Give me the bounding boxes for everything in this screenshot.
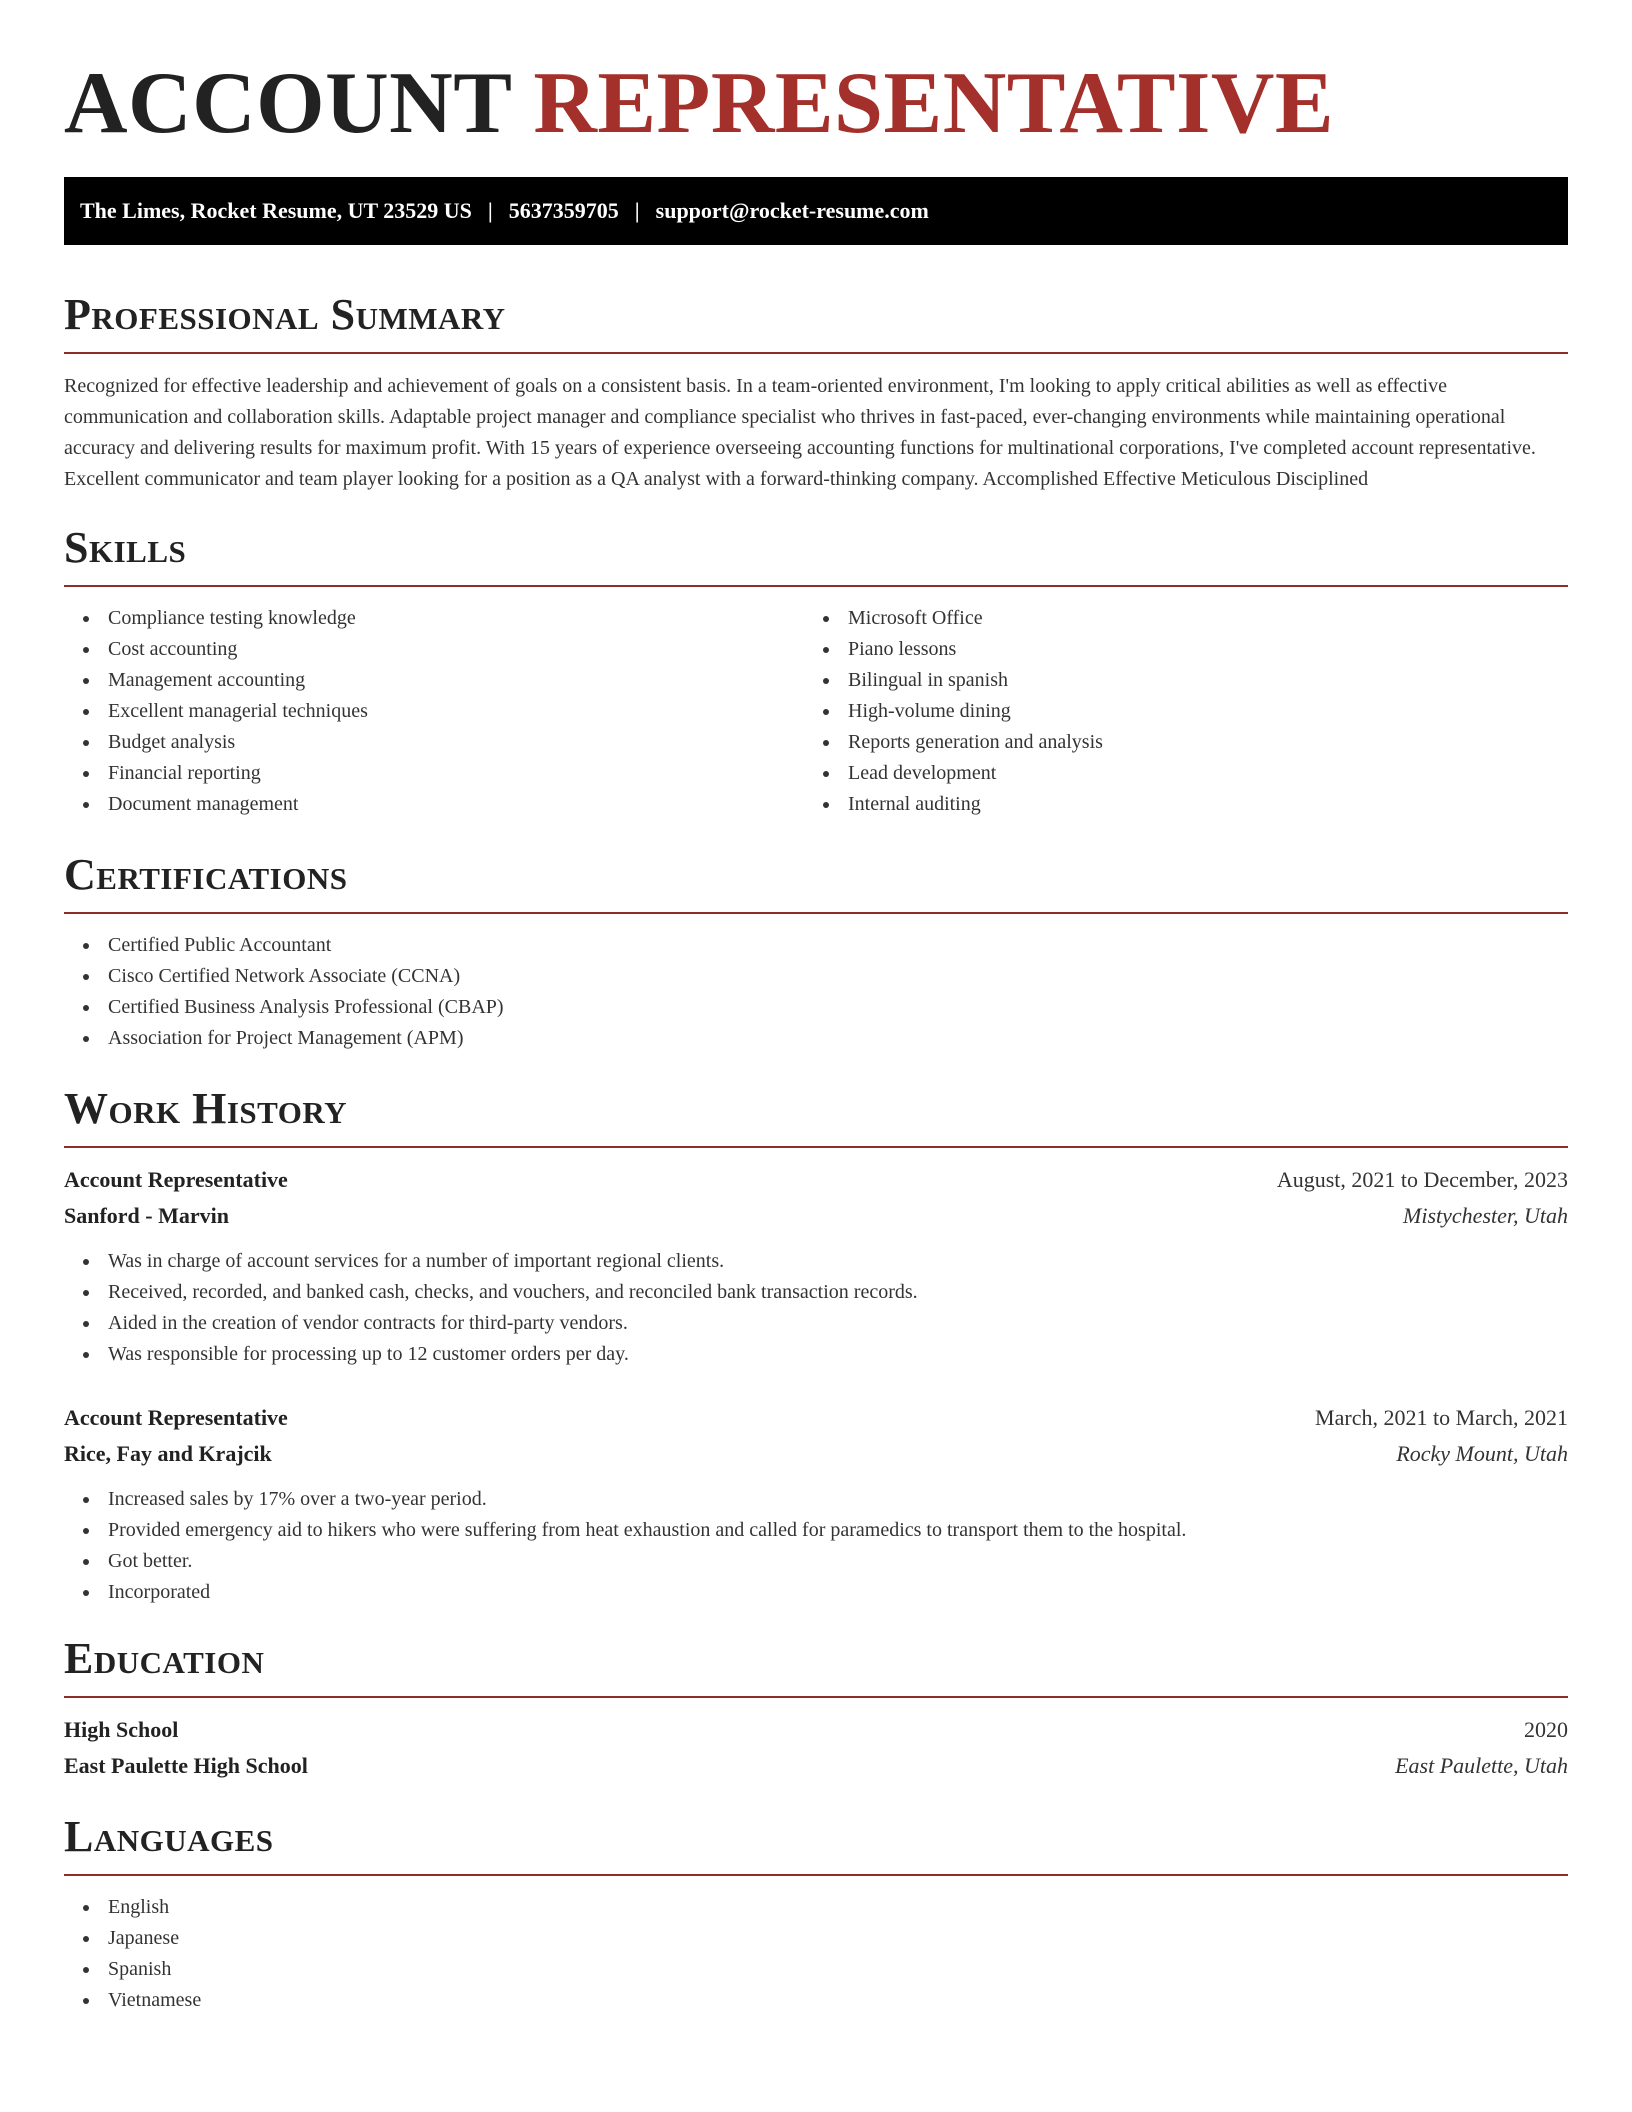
job-duty: Incorporated <box>64 1577 1568 1608</box>
skills-section <box>64 523 1568 820</box>
section-rule <box>64 1146 1568 1148</box>
language-item: Vietnamese <box>64 1985 1568 2016</box>
skill-item: Excellent managerial techniques <box>64 696 804 727</box>
skills-list-left <box>64 603 804 820</box>
contact-separator: | <box>634 198 640 223</box>
work-history-section <box>64 1084 1568 1608</box>
job-duty: Was responsible for processing up to 12 customer orders per day. <box>64 1339 1568 1370</box>
skill-item: Internal auditing <box>804 789 1544 820</box>
skill-item: Document management <box>64 789 804 820</box>
job-duty: Aided in the creation of vendor contracts for third-party vendors. <box>64 1308 1568 1339</box>
job-location: Mistychester, Utah <box>1403 1203 1568 1228</box>
section-heading: Skills <box>64 523 187 572</box>
section-heading: Languages <box>64 1812 274 1861</box>
education-location: East Paulette, Utah <box>1395 1753 1568 1778</box>
skill-item: Management accounting <box>64 665 804 696</box>
job-header-row <box>64 1162 1568 1198</box>
section-rule <box>64 1696 1568 1698</box>
languages-list <box>64 1892 1568 2016</box>
certification-item: Cisco Certified Network Associate (CCNA) <box>64 961 1568 992</box>
job-location: Rocky Mount, Utah <box>1396 1441 1568 1466</box>
job-duty: Provided emergency aid to hikers who were suffering from heat exhaustion and called for paramedics to transport them to the hospital. <box>64 1515 1568 1546</box>
job-company: Rice, Fay and Krajcik <box>64 1441 272 1466</box>
education-degree: High School <box>64 1717 179 1742</box>
skill-item: High-volume dining <box>804 696 1544 727</box>
certifications-section <box>64 850 1568 1054</box>
certifications-list <box>64 930 1568 1054</box>
job-duty: Received, recorded, and banked cash, checks, and vouchers, and reconciled bank transaction records. <box>64 1277 1568 1308</box>
skill-item: Budget analysis <box>64 727 804 758</box>
job-duty: Increased sales by 17% over a two-year period. <box>64 1484 1568 1515</box>
job-duties-list <box>64 1246 1568 1370</box>
section-rule <box>64 352 1568 354</box>
section-rule <box>64 1874 1568 1876</box>
language-item: English <box>64 1892 1568 1923</box>
education-year: 2020 <box>1524 1717 1568 1742</box>
job-company: Sanford - Marvin <box>64 1203 229 1228</box>
section-heading: Professional Summary <box>64 290 506 339</box>
languages-section <box>64 1812 1568 2016</box>
job-dates: August, 2021 to December, 2023 <box>1276 1167 1568 1192</box>
title-part-1: ACCOUNT <box>64 55 511 152</box>
contact-email: support@rocket-resume.com <box>655 198 929 223</box>
education-school: East Paulette High School <box>64 1753 308 1778</box>
job-header-row <box>64 1400 1568 1436</box>
title-part-2: REPRESENTATIVE <box>533 55 1335 152</box>
job-dates: March, 2021 to March, 2021 <box>1315 1405 1568 1430</box>
job-duty: Got better. <box>64 1546 1568 1577</box>
summary-text: Recognized for effective leadership and achievement of goals on a consistent basis. In a team-oriented environment, I'm looking to apply critical abilities as well as effective communication and collaboration skills. Adaptable project manager and compliance specialist who thrives in fast-paced, ever-changing environments while maintaining operational accuracy and delivering results for maximum profit. With 15 years of experience overseeing accounting functions for multinational corporations, I've completed account representative. Excellent communicator and team player looking for a position as a QA analyst with a forward-thinking company. Accomplished Effective Meticulous Disciplined <box>64 375 1536 490</box>
job-entry <box>64 1400 1568 1608</box>
education-school-row <box>64 1748 1568 1784</box>
skill-item: Piano lessons <box>804 634 1544 665</box>
job-entry <box>64 1162 1568 1370</box>
section-rule <box>64 912 1568 914</box>
job-company-row <box>64 1198 1568 1234</box>
education-degree-row <box>64 1712 1568 1748</box>
skill-item: Bilingual in spanish <box>804 665 1544 696</box>
job-company-row <box>64 1436 1568 1472</box>
section-rule <box>64 585 1568 587</box>
certification-item: Association for Project Management (APM) <box>64 1023 1568 1054</box>
skills-grid <box>64 603 1568 820</box>
contact-bar <box>64 177 1568 245</box>
skill-item: Reports generation and analysis <box>804 727 1544 758</box>
job-title: Account Representative <box>64 1167 288 1192</box>
skill-item: Financial reporting <box>64 758 804 789</box>
contact-phone: 5637359705 <box>508 198 619 223</box>
education-section <box>64 1634 1568 1784</box>
skill-item: Cost accounting <box>64 634 804 665</box>
section-heading: Certifications <box>64 850 348 899</box>
language-item: Spanish <box>64 1954 1568 1985</box>
resume-title <box>64 0 1568 150</box>
certification-item: Certified Public Accountant <box>64 930 1568 961</box>
job-title: Account Representative <box>64 1405 288 1430</box>
job-duty: Was in charge of account services for a number of important regional clients. <box>64 1246 1568 1277</box>
skill-item: Compliance testing knowledge <box>64 603 804 634</box>
education-entry <box>64 1712 1568 1784</box>
skill-item: Microsoft Office <box>804 603 1544 634</box>
section-heading: Work History <box>64 1084 348 1133</box>
contact-address: The Limes, Rocket Resume, UT 23529 US <box>80 198 472 223</box>
job-duties-list <box>64 1484 1568 1608</box>
language-item: Japanese <box>64 1923 1568 1954</box>
skill-item: Lead development <box>804 758 1544 789</box>
contact-separator: | <box>487 198 493 223</box>
skills-list-right <box>804 603 1544 820</box>
section-heading: Education <box>64 1634 265 1683</box>
summary-section <box>64 290 1568 495</box>
certification-item: Certified Business Analysis Professional (CBAP) <box>64 992 1568 1023</box>
